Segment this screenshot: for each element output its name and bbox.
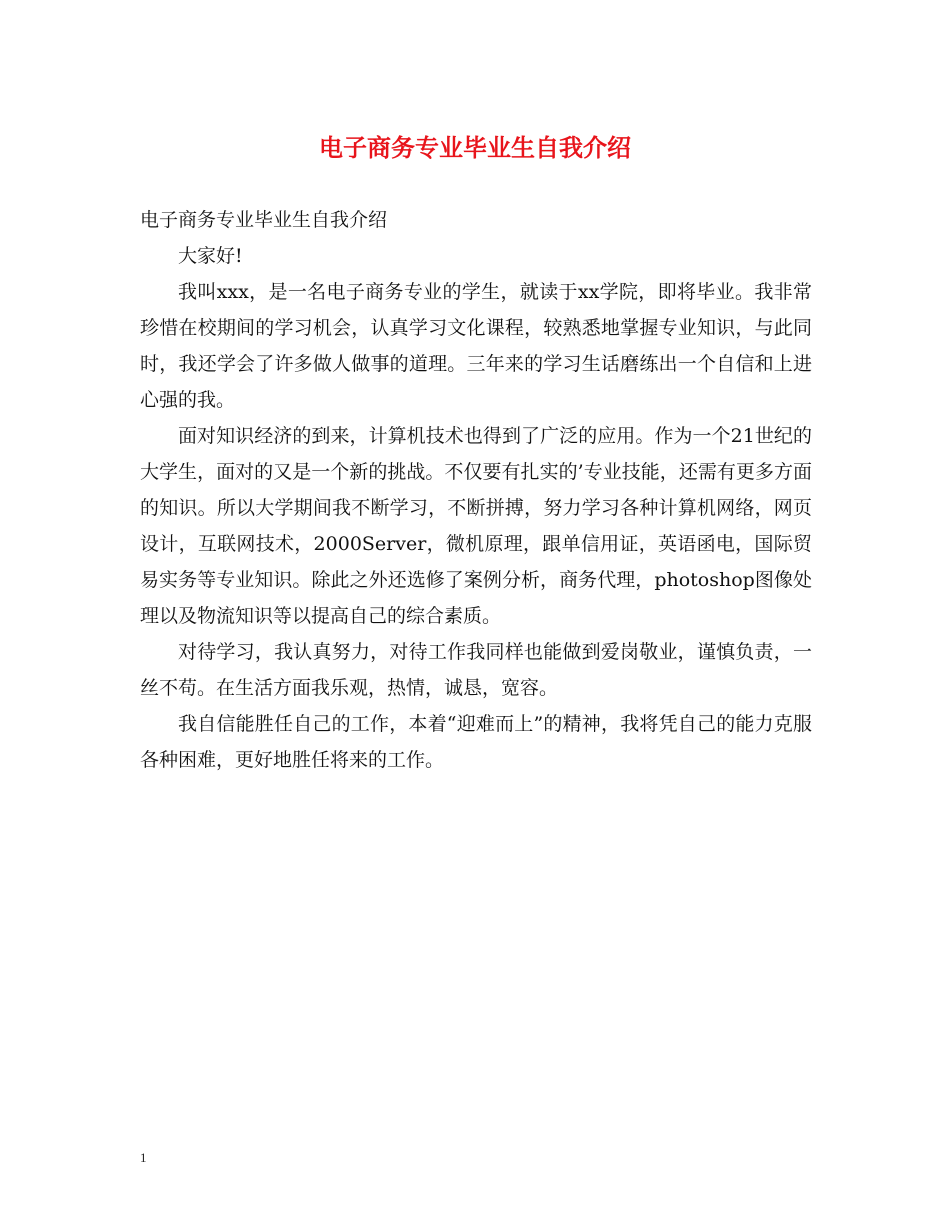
greeting-paragraph: 大家好!: [178, 245, 243, 267]
closing-paragraph: 我自信能胜任自己的工作，本着“迎难而上”的精神，我将凭自己的能力克服各种困难，更好地胜任将来的工作。: [140, 713, 812, 771]
document-body: [140, 202, 812, 778]
page-number: 1: [140, 1150, 147, 1165]
document-title: 电子商务专业毕业生自我介绍: [319, 133, 631, 162]
attitude-paragraph: 对待学习，我认真努力，对待工作我同样也能做到爱岗敬业，谨慎负责，一丝不苟。在生活方面我乐观，热情，诚恳，宽容。: [140, 641, 812, 699]
body-heading: 电子商务专业毕业生自我介绍: [140, 209, 388, 231]
intro-paragraph: 我叫xxx，是一名电子商务专业的学生，就读于xx学院，即将毕业。我非常珍惜在校期间的学习机会，认真学习文化课程，较熟悉地掌握专业知识，与此同时，我还学会了许多做人做事的道理。三年来的学习生话磨练出一个自信和上进心强的我。: [140, 281, 812, 411]
skills-paragraph: 面对知识经济的到来，计算机技术也得到了广泛的应用。作为一个21世纪的大学生，面对的又是一个新的挑战。不仅要有扎实的’专业技能，还需有更多方面的知识。所以大学期间我不断学习，不断拼搏，努力学习各种计算机网络，网页设计，互联网技术，2000Server，微机原理，跟单信用证，英语函电，国际贸易实务等专业知识。除此之外还选修了案例分析，商务代理，photoshop图像处理以及物流知识等以提高自己的综合素质。: [140, 425, 812, 627]
